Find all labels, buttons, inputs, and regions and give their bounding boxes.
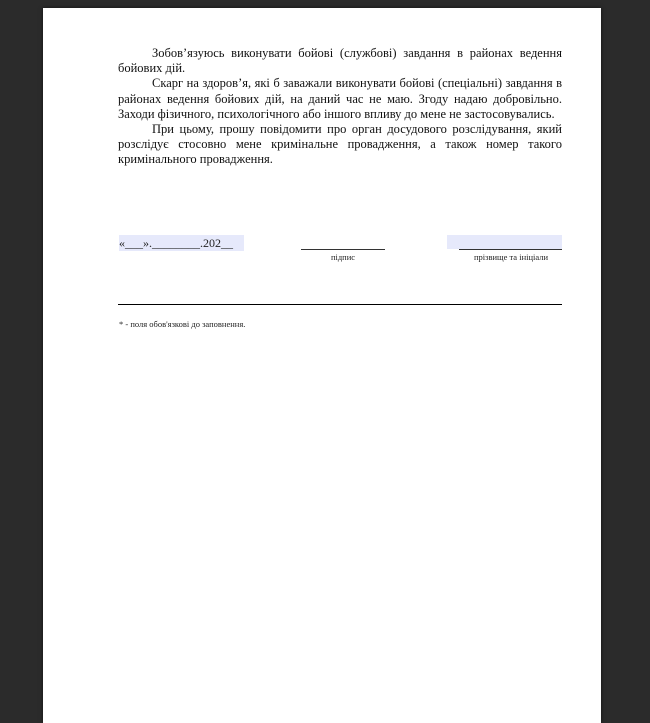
body-text	[118, 46, 562, 168]
signature-label: підпис	[330, 252, 356, 262]
name-label: прізвище та ініціали	[473, 252, 549, 262]
name-field[interactable]	[447, 235, 562, 249]
footnote-divider	[118, 304, 562, 305]
name-line	[459, 249, 562, 250]
paragraph-request: При цьому, прошу повідомити про орган досудового розслідування, який розслідує стосовно мене кримінальне провадження, а також номер такого кримінального провадження.	[118, 122, 562, 167]
date-field-text: «___».________.202__	[119, 236, 233, 250]
paragraph-health: Скарг на здоров’я, які б заважали виконувати бойові (спеціальні) завдання в районах ведення бойових дій, на даний час не маю. Згоду надаю добровільно. Заходи фізичного, психологічного або іншого впливу до мене не застосовувались.	[118, 76, 562, 121]
signature-line	[301, 249, 385, 250]
date-field[interactable]	[119, 235, 244, 251]
footnote: * - поля обов'язкові до заповнення.	[119, 319, 246, 329]
document-page	[43, 8, 601, 723]
paragraph-commitment: Зобов’язуюсь виконувати бойові (службові) завдання в районах ведення бойових дій.	[118, 46, 562, 76]
